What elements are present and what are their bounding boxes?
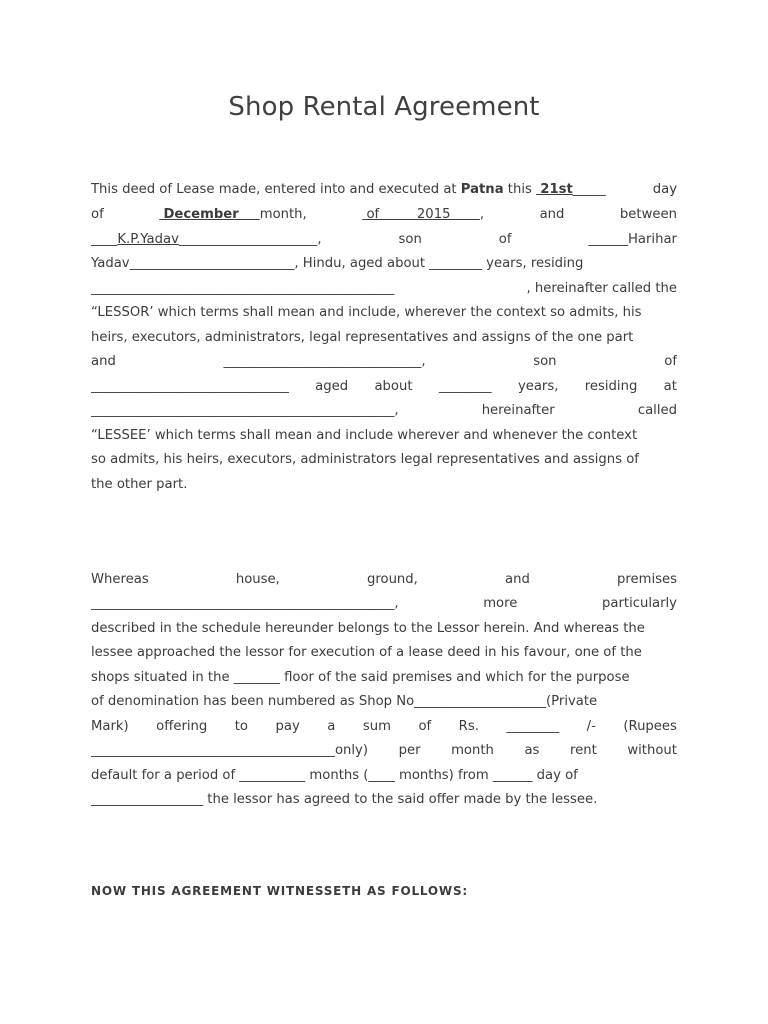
underline-blank: ________ <box>506 719 560 734</box>
text-span: rent <box>570 743 597 758</box>
underline-blank: _________________________ <box>129 256 295 271</box>
text-span: of <box>664 354 677 369</box>
para1-line-1 <box>91 178 677 203</box>
text-span: and <box>539 207 565 222</box>
father-name: Yadav <box>91 256 130 271</box>
place-value: Patna <box>460 182 504 197</box>
text-span: between <box>619 207 677 222</box>
text-span: to <box>234 719 249 734</box>
para1-line-13: the other part. <box>91 477 188 492</box>
text-span: hereinafter <box>481 403 555 418</box>
para2-line-5: shops situated in the _______ floor of the said premises and which for the purpose <box>91 670 630 685</box>
para2-line-2 <box>91 592 677 617</box>
text-span: , Hindu, aged about ________ years, residing <box>294 256 584 271</box>
text-span: , hereinafter called the <box>526 281 677 296</box>
text-span: day <box>648 182 677 197</box>
underline-blank: ______________________________ <box>91 379 289 394</box>
underline-blank: _____ <box>572 182 606 197</box>
text-span: without <box>627 743 677 758</box>
text-span: of <box>418 719 432 734</box>
text-span: , <box>479 207 485 222</box>
underline-blank: ______________________________________________ <box>91 281 395 296</box>
text-span: and <box>505 572 530 587</box>
para2-line-10: _________________ the lessor has agreed to the said offer made by the lessee. <box>91 792 598 807</box>
para1-line-2 <box>91 203 677 228</box>
para1-line-12: so admits, his heirs, executors, administrators legal representatives and assigns of <box>91 452 639 467</box>
para1-line-6: “LESSOR’ which terms shall mean and include, wherever the context so admits, his <box>91 305 642 320</box>
text-span: about <box>374 379 413 394</box>
para1-line-8 <box>91 350 677 375</box>
underline-blank: _____________________________________only) <box>91 743 369 758</box>
text-span: house, <box>235 572 280 587</box>
year-value: of 2015 <box>366 207 451 222</box>
text-span: sum <box>362 719 391 734</box>
text-span: of <box>498 232 512 247</box>
text-span: /- <box>586 719 596 734</box>
text-span: premises <box>616 572 677 587</box>
text-span: month <box>451 743 494 758</box>
text-span: and <box>91 354 116 369</box>
text-span: particularly <box>602 596 677 611</box>
text-span: Mark) <box>91 719 129 734</box>
text-span: offering <box>156 719 208 734</box>
text-span: more <box>483 596 518 611</box>
text-span: ground, <box>367 572 418 587</box>
para1-line-5 <box>91 277 677 302</box>
underline-blank: ________ <box>438 379 492 394</box>
underline-blank: ______________________________________________, <box>91 403 399 418</box>
text-span: per <box>398 743 421 758</box>
underline-blank <box>239 207 260 222</box>
text-span: (Rupees <box>623 719 677 734</box>
para1-line-11: “LESSEE’ which terms shall mean and include wherever and whenever the context <box>91 428 638 443</box>
text-span: as <box>524 743 540 758</box>
text-span: month, <box>259 207 307 222</box>
text-span: Rs. <box>458 719 479 734</box>
lessor-name: K.P.Yadav <box>117 232 179 247</box>
para1-line-4 <box>91 252 677 277</box>
para2-line-4: lessee approached the lessor for execution of a lease deed in his favour, one of the <box>91 645 642 660</box>
para2-line-1 <box>91 568 677 593</box>
underline-blank: ______________________________________________, <box>91 596 399 611</box>
month-value: December <box>163 207 239 222</box>
text-span: at <box>663 379 677 394</box>
text-span: , <box>317 232 322 247</box>
para2-line-3: described in the schedule hereunder belongs to the Lessor herein. And whereas the <box>91 621 645 636</box>
document-title: Shop Rental Agreement <box>228 92 540 122</box>
para1-line-3 <box>91 228 677 253</box>
day-value: 21st <box>540 182 573 197</box>
underline-blank: ______________________________, <box>223 354 426 369</box>
para1-line-7: heirs, executors, administrators, legal representatives and assigns of the one part <box>91 330 634 345</box>
underline-blank: ______ <box>588 232 629 247</box>
text-span: son <box>533 354 557 369</box>
text-span: this <box>503 182 537 197</box>
text-span: of <box>91 207 104 222</box>
text-span: years, <box>517 379 559 394</box>
text-span: aged <box>315 379 349 394</box>
underline-blank <box>450 207 479 222</box>
underline-blank: _____________________ <box>178 232 318 247</box>
para2-line-9: default for a period of __________ months (____ months) from ______ day of <box>91 768 578 783</box>
text-span: residing <box>584 379 638 394</box>
para1-line-10 <box>91 399 677 424</box>
text-span: called <box>637 403 677 418</box>
text-span: This deed of Lease made, entered into and executed at <box>91 182 461 197</box>
section-heading: NOW THIS AGREEMENT WITNESSETH AS FOLLOWS: <box>91 884 469 898</box>
text-span: a <box>327 719 336 734</box>
underline-blank: ____ <box>91 232 118 247</box>
text-span: son <box>398 232 422 247</box>
para2-line-6: of denomination has been numbered as Shop No____________________(Private <box>91 694 598 709</box>
para1-line-9 <box>91 375 677 400</box>
para2-line-8 <box>91 739 677 764</box>
text-span: Whereas <box>91 572 149 587</box>
para2-line-7 <box>91 715 677 740</box>
text-span: pay <box>275 719 300 734</box>
father-name: Harihar <box>628 232 677 247</box>
